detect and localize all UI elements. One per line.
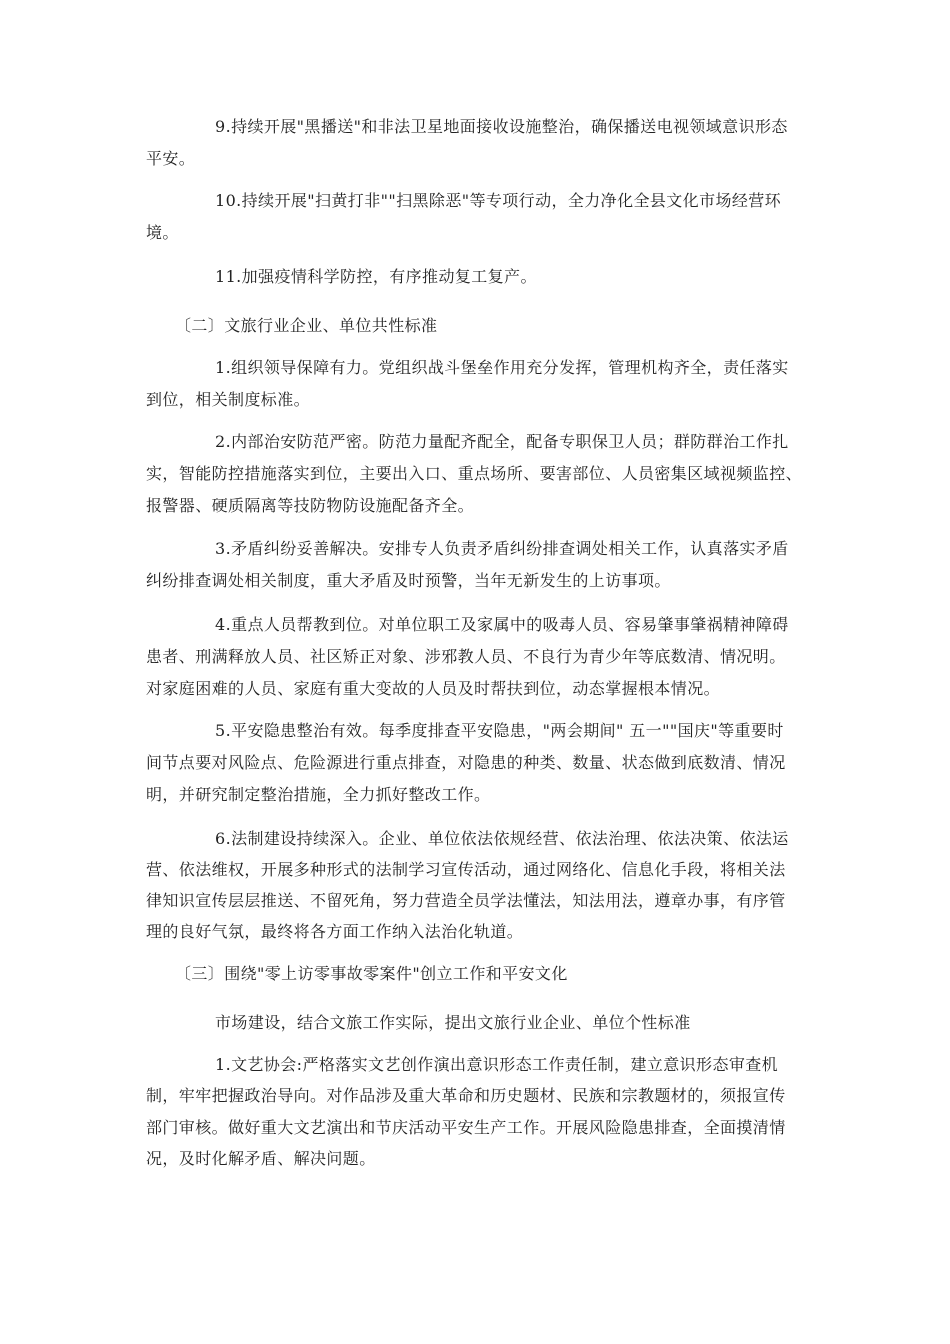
heading-line: 〔二〕文旅行业企业、单位共性标准 <box>175 316 438 335</box>
paragraph-line: 间节点要对风险点、危险源进行重点排查，对隐患的种类、数量、状态做到底数清、情况 <box>146 753 786 772</box>
paragraph-line: 到位，相关制度标准。 <box>146 390 311 409</box>
paragraph-line: 部门审核。做好重大文艺演出和节庆活动平安生产工作。开展风险隐患排查，全面摸清情 <box>146 1118 786 1137</box>
paragraph-line: 平安。 <box>146 149 196 168</box>
paragraph-line: 况，及时化解矛盾、解决问题。 <box>146 1149 376 1168</box>
paragraph-line: 律知识宣传层层推送、不留死角，努力营造全员学法懂法，知法用法，遵章办事，有序管 <box>146 891 786 910</box>
paragraph-line: 5.平安隐患整治有效。每季度排查平安隐患，"两会期间" 五一""国庆"等重要时 <box>215 721 784 740</box>
paragraph-line: 11.加强疫情科学防控，有序推动复工复产。 <box>215 267 537 286</box>
paragraph-line: 2.内部治安防范严密。防范力量配齐配全，配备专职保卫人员；群防群治工作扎 <box>215 432 789 451</box>
paragraph-line: 3.矛盾纠纷妥善解决。安排专人负责矛盾纠纷排查调处相关工作，认真落实矛盾 <box>215 539 789 558</box>
paragraph-line: 1.文艺协会:严格落实文艺创作演出意识形态工作责任制，建立意识形态审查机 <box>215 1055 779 1074</box>
paragraph-line: 9.持续开展"黑播送"和非法卫星地面接收设施整治，确保播送电视领域意识形态 <box>215 117 788 136</box>
paragraph-line: 纠纷排查调处相关制度，重大矛盾及时预警，当年无新发生的上访事项。 <box>146 571 671 590</box>
paragraph-line: 6.法制建设持续深入。企业、单位依法依规经营、依法治理、依法决策、依法运 <box>215 829 789 848</box>
heading-line: 〔三〕围绕"零上访零事故零案件"创立工作和平安文化 <box>175 964 568 983</box>
paragraph-line: 市场建设，结合文旅工作实际，提出文旅行业企业、单位个性标准 <box>215 1013 691 1032</box>
paragraph-line: 患者、刑满释放人员、社区矫正对象、涉邪教人员、不良行为青少年等底数清、情况明。 <box>146 647 786 666</box>
paragraph-line: 理的良好气氛，最终将各方面工作纳入法治化轨道。 <box>146 922 524 941</box>
paragraph-line: 1.组织领导保障有力。党组织战斗堡垒作用充分发挥，管理机构齐全，责任落实 <box>215 358 789 377</box>
paragraph-line: 明，并研究制定整治措施，全力抓好整改工作。 <box>146 785 491 804</box>
paragraph-line: 境。 <box>146 223 179 242</box>
paragraph-line: 10.持续开展"扫黄打非""扫黑除恶"等专项行动，全力净化全县文化市场经营环 <box>215 191 782 210</box>
paragraph-line: 4.重点人员帮教到位。对单位职工及家属中的吸毒人员、容易肇事肇祸精神障碍 <box>215 615 789 634</box>
paragraph-line: 对家庭困难的人员、家庭有重大变故的人员及时帮扶到位，动态掌握根本情况。 <box>146 679 721 698</box>
paragraph-line: 制，牢牢把握政治导向。对作品涉及重大革命和历史题材、民族和宗教题材的，须报宣传 <box>146 1086 786 1105</box>
paragraph-line: 营、依法维权，开展多种形式的法制学习宣传活动，通过网络化、信息化手段，将相关法 <box>146 860 786 879</box>
paragraph-line: 实，智能防控措施落实到位，主要出入口、重点场所、要害部位、人员密集区域视频监控、 <box>146 464 803 483</box>
paragraph-line: 报警器、硬质隔离等技防物防设施配备齐全。 <box>146 496 475 515</box>
